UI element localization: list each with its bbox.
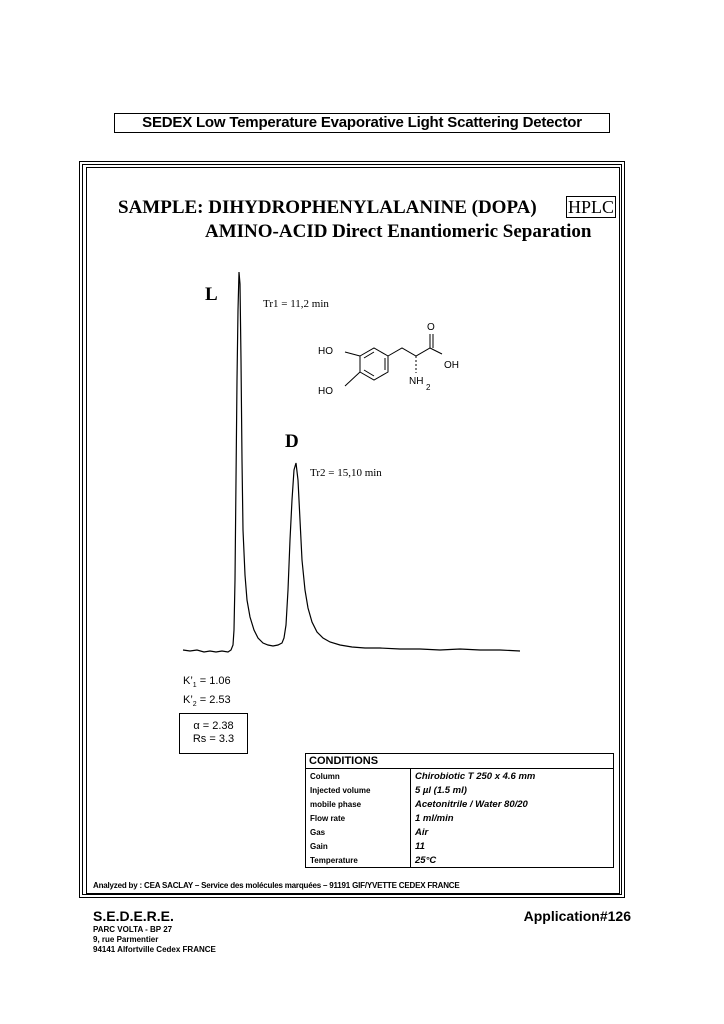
k1-value: $K’_1 = 1.06$ bbox=[183, 675, 231, 690]
address-line: 9, rue Parmentier bbox=[93, 935, 159, 944]
address-line: PARC VOLTA - BP 27 bbox=[93, 925, 173, 934]
document-header-title: SEDEX Low Temperature Evaporative Light Scattering Detector bbox=[114, 113, 610, 133]
company-address bbox=[93, 925, 216, 955]
conditions-heading: CONDITIONS bbox=[306, 754, 614, 769]
molecule-label-oh: OH bbox=[444, 360, 459, 371]
chromatogram-trace bbox=[183, 272, 520, 652]
table-row: Injected volume 5 µl (1.5 ml) bbox=[306, 783, 614, 797]
table-row: Temperature 25°C bbox=[306, 853, 614, 868]
k2-value: $K’_2 = 2.53$ bbox=[183, 694, 231, 709]
hplc-badge: HPLC bbox=[567, 197, 614, 217]
table-row: Gas Air bbox=[306, 825, 614, 839]
table-row: Flow rate 1 ml/min bbox=[306, 811, 614, 825]
peak-label-l: L bbox=[205, 284, 218, 305]
alpha-value: α = 2.38 bbox=[193, 720, 234, 732]
table-row: Gain 11 bbox=[306, 839, 614, 853]
sample-title: SAMPLE: DIHYDROPHENYLALANINE (DOPA) bbox=[118, 197, 537, 218]
molecule-label-nh: NH bbox=[409, 376, 424, 387]
retention-time-2: Tr2 = 15,10 min bbox=[310, 467, 382, 479]
retention-time-1: Tr1 = 11,2 min bbox=[263, 298, 329, 310]
application-number: Application#126 bbox=[523, 908, 631, 924]
molecule-label-nh-subscript: 2 bbox=[426, 383, 431, 392]
conditions-table bbox=[305, 753, 614, 868]
peak-label-d: D bbox=[285, 431, 299, 452]
resolution-value: Rs = 3.3 bbox=[192, 733, 235, 745]
table-row: Column Chirobiotic T 250 x 4.6 mm bbox=[306, 769, 614, 784]
analyzed-by-note: Analyzed by : CEA SACLAY – Service des molécules marquées – 91191 GIF/YVETTE CEDEX FRANCE bbox=[93, 881, 460, 890]
selectivity-box bbox=[179, 713, 248, 754]
molecule-label-ho-bottom: HO bbox=[318, 386, 333, 397]
dopa-structure bbox=[345, 334, 442, 386]
molecule-label-ho-top: HO bbox=[318, 346, 333, 357]
address-line: 94141 Alfortville Cedex FRANCE bbox=[93, 945, 216, 954]
separation-subtitle: AMINO-ACID Direct Enantiomeric Separation bbox=[205, 221, 592, 242]
capacity-factors bbox=[183, 674, 231, 712]
table-row: mobile phase Acetonitrile / Water 80/20 bbox=[306, 797, 614, 811]
molecule-label-o: O bbox=[427, 322, 435, 333]
company-name: S.E.D.E.R.E. bbox=[93, 908, 174, 924]
